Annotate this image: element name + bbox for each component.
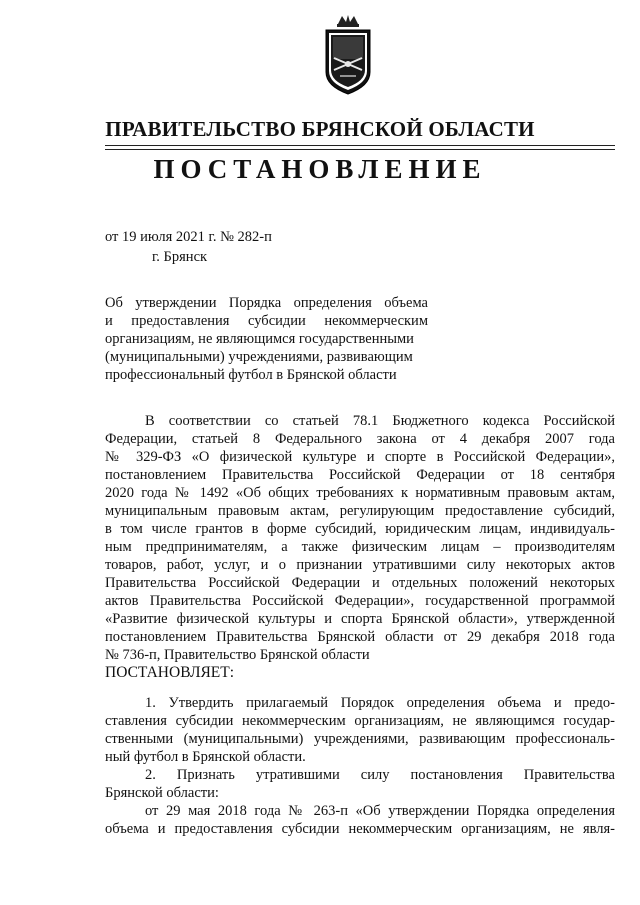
preamble-line: Правительства Российской Федерации и отдельных положений некоторых bbox=[105, 575, 615, 591]
item-2-line: Брянской области: bbox=[105, 785, 219, 801]
date-number-line: от 19 июля 2021 г. № 282-п bbox=[105, 229, 272, 245]
subject-block bbox=[105, 294, 428, 384]
item-1-line: ставления субсидии некоммерческим организациям, не являющимся государ- bbox=[105, 713, 615, 729]
preamble-line: Федерации, статьей 8 Федерального закона от 4 декабря 2007 года bbox=[105, 431, 615, 447]
preamble-line: постановлением Правительства Брянской области от 29 декабря 2018 года bbox=[105, 629, 615, 645]
preamble-line: № 736-п, Правительство Брянской области bbox=[105, 647, 370, 663]
item-2-sub-line: объема и предоставления субсидии некоммерческим организациям, не явля- bbox=[105, 821, 615, 837]
item-1-line: ственными (муниципальными) учреждениями, развивающим профессиональ- bbox=[105, 731, 615, 747]
subject-line: профессиональный футбол в Брянской области bbox=[105, 367, 397, 383]
item-1-line: ный футбол в Брянской области. bbox=[105, 749, 306, 765]
government-name: ПРАВИТЕЛЬСТВО БРЯНСКОЙ ОБЛАСТИ bbox=[105, 117, 535, 141]
subject-line: и предоставления субсидии некоммерческим bbox=[105, 313, 428, 329]
item-2-sub-line: от 29 мая 2018 года № 263-п «Об утверждении Порядка определения bbox=[145, 803, 615, 819]
subject-line: Об утверждении Порядка определения объема bbox=[105, 295, 428, 311]
preamble-line: муниципальным правовым актам, регулирующим предоставление субсидий, bbox=[105, 503, 615, 519]
header-rule-top bbox=[105, 145, 615, 146]
preamble-line: 2020 года № 1492 «Об общих требованиях к нормативным правовым актам, bbox=[105, 485, 615, 501]
preamble-line: актов Правительства Российской Федерации», государственной программой bbox=[105, 593, 615, 609]
preamble-line: в том числе грантов в форме субсидий, юридическим лицам, индивидуаль- bbox=[105, 521, 615, 537]
preamble-block bbox=[105, 412, 615, 682]
item-2-block bbox=[105, 766, 615, 838]
header-rule-bottom bbox=[105, 149, 615, 150]
preamble-line: постановлением Правительства Российской Федерации от 18 сентября bbox=[105, 467, 615, 483]
preamble-line: «Развитие физической культуры и спорта Брянской области», утвержденной bbox=[105, 611, 615, 627]
resolves-word: ПОСТАНОВЛЯЕТ: bbox=[105, 664, 235, 681]
item-1-line: 1. Утвердить прилагаемый Порядок определения объема и предо- bbox=[145, 695, 615, 711]
preamble-line: В соответствии со статьей 78.1 Бюджетного кодекса Российской bbox=[145, 413, 615, 429]
preamble-line: ным предпринимателям, а также физическим лицам – производителям bbox=[105, 539, 615, 555]
item-1-block bbox=[105, 694, 615, 766]
item-2-line: 2. Признать утратившими силу постановления Правительства bbox=[145, 767, 615, 783]
preamble-line: товаров, работ, услуг, и о признании утратившими силу некоторых актов bbox=[105, 557, 615, 573]
document-type-title: ПОСТАНОВЛЕНИЕ bbox=[153, 154, 487, 184]
coat-of-arms-emblem bbox=[318, 14, 378, 96]
city-line: г. Брянск bbox=[152, 249, 208, 265]
preamble-line: № 329-ФЗ «О физической культуре и спорте в Российской Федерации», bbox=[105, 449, 615, 465]
subject-line: (муниципальными) учреждениями, развивающим bbox=[105, 349, 413, 365]
subject-line: организациям, не являющимся государственными bbox=[105, 331, 414, 347]
